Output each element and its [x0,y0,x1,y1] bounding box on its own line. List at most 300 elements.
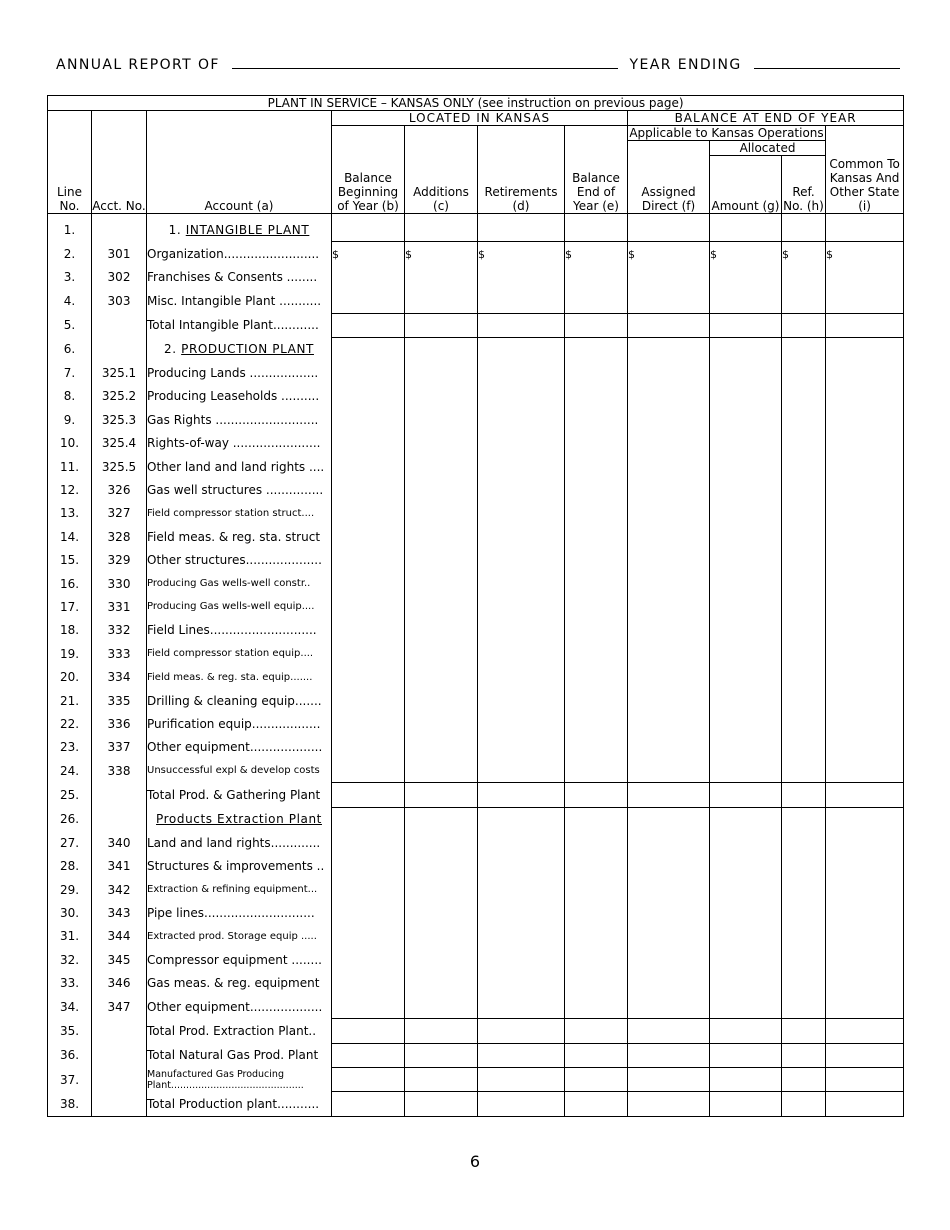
amount-cell[interactable] [782,783,826,807]
amount-cell[interactable] [405,289,478,313]
amount-cell[interactable] [478,972,565,995]
amount-cell[interactable] [478,1092,565,1116]
amount-cell[interactable] [478,712,565,735]
amount-cell[interactable] [478,1019,565,1043]
amount-cell[interactable] [405,455,478,478]
amount-cell[interactable] [628,385,710,408]
amount-cell[interactable] [710,385,782,408]
amount-cell[interactable] [565,689,628,712]
amount-cell[interactable] [332,995,405,1019]
amount-cell[interactable] [332,337,405,361]
amount-cell[interactable] [565,595,628,618]
amount-cell[interactable] [332,385,405,408]
amount-cell[interactable] [332,901,405,924]
amount-cell[interactable] [826,214,904,242]
amount-cell[interactable] [332,878,405,901]
amount-cell[interactable] [628,337,710,361]
amount-cell[interactable] [710,1068,782,1092]
amount-cell[interactable] [565,337,628,361]
amount-cell[interactable] [782,214,826,242]
amount-cell[interactable] [332,831,405,854]
amount-cell[interactable] [332,948,405,971]
amount-cell[interactable]: $ [710,242,782,266]
amount-cell[interactable] [782,972,826,995]
amount-cell[interactable] [332,455,405,478]
amount-cell[interactable] [405,525,478,548]
amount-cell[interactable] [710,1019,782,1043]
amount-cell[interactable] [565,855,628,878]
amount-cell[interactable] [405,1092,478,1116]
amount-cell[interactable] [332,619,405,642]
amount-cell[interactable] [478,408,565,431]
amount-cell[interactable] [710,995,782,1019]
amount-cell[interactable] [826,502,904,525]
amount-cell[interactable] [826,712,904,735]
amount-cell[interactable] [565,807,628,831]
amount-cell[interactable]: $ [826,242,904,266]
amount-cell[interactable] [565,548,628,571]
amount-cell[interactable] [565,948,628,971]
amount-cell[interactable] [826,1019,904,1043]
amount-cell[interactable] [405,502,478,525]
amount-cell[interactable] [565,502,628,525]
amount-cell[interactable] [332,408,405,431]
amount-cell[interactable] [405,595,478,618]
amount-cell[interactable] [826,1092,904,1116]
amount-cell[interactable]: $ [782,242,826,266]
amount-cell[interactable] [405,572,478,595]
amount-cell[interactable] [628,214,710,242]
amount-cell[interactable] [628,478,710,501]
amount-cell[interactable] [332,925,405,948]
amount-cell[interactable] [782,455,826,478]
amount-cell[interactable] [332,266,405,289]
amount-cell[interactable] [826,878,904,901]
amount-cell[interactable] [710,759,782,783]
amount-cell[interactable] [628,1068,710,1092]
amount-cell[interactable] [405,337,478,361]
amount-cell[interactable] [782,925,826,948]
amount-cell[interactable] [332,289,405,313]
amount-cell[interactable] [826,619,904,642]
amount-cell[interactable] [782,878,826,901]
amount-cell[interactable] [565,408,628,431]
amount-cell[interactable] [332,642,405,665]
amount-cell[interactable] [782,385,826,408]
amount-cell[interactable] [332,972,405,995]
amount-cell[interactable] [710,689,782,712]
amount-cell[interactable] [710,619,782,642]
amount-cell[interactable] [710,878,782,901]
amount-cell[interactable] [565,619,628,642]
amount-cell[interactable] [826,595,904,618]
amount-cell[interactable] [628,642,710,665]
amount-cell[interactable] [710,455,782,478]
amount-cell[interactable] [628,783,710,807]
company-name-field[interactable] [232,56,618,69]
amount-cell[interactable] [405,901,478,924]
amount-cell[interactable] [332,1068,405,1092]
amount-cell[interactable] [782,289,826,313]
amount-cell[interactable] [565,736,628,759]
amount-cell[interactable] [332,548,405,571]
amount-cell[interactable] [565,478,628,501]
amount-cell[interactable] [565,361,628,384]
amount-cell[interactable] [405,807,478,831]
amount-cell[interactable] [628,313,710,337]
amount-cell[interactable] [826,408,904,431]
amount-cell[interactable] [782,831,826,854]
amount-cell[interactable] [332,361,405,384]
amount-cell[interactable] [628,1092,710,1116]
amount-cell[interactable] [565,972,628,995]
amount-cell[interactable] [710,361,782,384]
amount-cell[interactable] [405,313,478,337]
amount-cell[interactable] [478,313,565,337]
amount-cell[interactable] [332,665,405,688]
amount-cell[interactable] [628,548,710,571]
amount-cell[interactable] [478,572,565,595]
amount-cell[interactable] [565,783,628,807]
amount-cell[interactable] [826,855,904,878]
amount-cell[interactable] [628,525,710,548]
amount-cell[interactable] [478,642,565,665]
amount-cell[interactable] [826,831,904,854]
amount-cell[interactable] [710,925,782,948]
amount-cell[interactable] [565,266,628,289]
amount-cell[interactable] [710,948,782,971]
amount-cell[interactable] [628,266,710,289]
amount-cell[interactable] [826,525,904,548]
amount-cell[interactable] [332,1092,405,1116]
amount-cell[interactable] [782,266,826,289]
amount-cell[interactable] [782,665,826,688]
amount-cell[interactable] [628,361,710,384]
amount-cell[interactable] [565,831,628,854]
amount-cell[interactable] [565,759,628,783]
amount-cell[interactable] [332,572,405,595]
amount-cell[interactable] [628,736,710,759]
amount-cell[interactable] [478,385,565,408]
amount-cell[interactable] [628,759,710,783]
amount-cell[interactable] [782,502,826,525]
amount-cell[interactable] [405,831,478,854]
amount-cell[interactable] [782,337,826,361]
amount-cell[interactable] [405,689,478,712]
amount-cell[interactable]: $ [628,242,710,266]
amount-cell[interactable] [405,478,478,501]
amount-cell[interactable] [405,385,478,408]
amount-cell[interactable] [782,1092,826,1116]
amount-cell[interactable] [782,736,826,759]
amount-cell[interactable] [405,995,478,1019]
amount-cell[interactable] [478,855,565,878]
amount-cell[interactable] [405,214,478,242]
amount-cell[interactable] [405,1019,478,1043]
amount-cell[interactable] [405,1068,478,1092]
amount-cell[interactable] [826,807,904,831]
amount-cell[interactable] [628,432,710,455]
amount-cell[interactable] [710,337,782,361]
amount-cell[interactable] [478,455,565,478]
amount-cell[interactable] [710,901,782,924]
amount-cell[interactable] [565,642,628,665]
amount-cell[interactable] [826,901,904,924]
amount-cell[interactable] [565,289,628,313]
amount-cell[interactable] [826,759,904,783]
amount-cell[interactable]: $ [332,242,405,266]
amount-cell[interactable] [826,572,904,595]
amount-cell[interactable]: $ [405,242,478,266]
amount-cell[interactable] [826,385,904,408]
amount-cell[interactable] [405,1043,478,1067]
amount-cell[interactable] [478,783,565,807]
amount-cell[interactable] [478,502,565,525]
amount-cell[interactable] [565,1043,628,1067]
amount-cell[interactable] [332,736,405,759]
amount-cell[interactable] [478,619,565,642]
amount-cell[interactable] [478,548,565,571]
amount-cell[interactable] [782,525,826,548]
amount-cell[interactable] [826,972,904,995]
amount-cell[interactable] [405,665,478,688]
amount-cell[interactable] [628,1043,710,1067]
amount-cell[interactable] [782,572,826,595]
amount-cell[interactable] [782,313,826,337]
amount-cell[interactable] [478,1068,565,1092]
amount-cell[interactable] [332,807,405,831]
amount-cell[interactable] [628,408,710,431]
amount-cell[interactable] [565,712,628,735]
amount-cell[interactable] [782,361,826,384]
amount-cell[interactable] [710,712,782,735]
amount-cell[interactable] [478,807,565,831]
amount-cell[interactable] [332,783,405,807]
amount-cell[interactable] [332,759,405,783]
amount-cell[interactable] [405,878,478,901]
amount-cell[interactable] [478,925,565,948]
amount-cell[interactable] [332,595,405,618]
amount-cell[interactable] [405,548,478,571]
amount-cell[interactable] [628,572,710,595]
amount-cell[interactable] [332,712,405,735]
amount-cell[interactable] [710,313,782,337]
amount-cell[interactable] [710,548,782,571]
amount-cell[interactable] [332,525,405,548]
amount-cell[interactable] [710,736,782,759]
amount-cell[interactable] [405,266,478,289]
amount-cell[interactable] [565,385,628,408]
amount-cell[interactable] [405,925,478,948]
amount-cell[interactable] [628,925,710,948]
amount-cell[interactable] [710,831,782,854]
amount-cell[interactable] [405,783,478,807]
amount-cell[interactable] [478,736,565,759]
amount-cell[interactable] [710,807,782,831]
amount-cell[interactable] [565,572,628,595]
amount-cell[interactable] [710,783,782,807]
amount-cell[interactable] [565,995,628,1019]
amount-cell[interactable] [782,1068,826,1092]
amount-cell[interactable] [478,595,565,618]
amount-cell[interactable] [710,408,782,431]
amount-cell[interactable] [478,948,565,971]
amount-cell[interactable] [565,901,628,924]
amount-cell[interactable] [565,214,628,242]
amount-cell[interactable] [826,642,904,665]
amount-cell[interactable] [782,855,826,878]
amount-cell[interactable] [710,665,782,688]
amount-cell[interactable] [628,995,710,1019]
amount-cell[interactable] [628,619,710,642]
amount-cell[interactable] [405,855,478,878]
amount-cell[interactable] [405,948,478,971]
amount-cell[interactable] [782,1019,826,1043]
amount-cell[interactable] [332,689,405,712]
amount-cell[interactable] [782,619,826,642]
amount-cell[interactable] [405,736,478,759]
amount-cell[interactable] [478,214,565,242]
amount-cell[interactable]: $ [565,242,628,266]
amount-cell[interactable] [405,432,478,455]
amount-cell[interactable] [826,1043,904,1067]
amount-cell[interactable] [826,313,904,337]
amount-cell[interactable] [478,478,565,501]
amount-cell[interactable] [565,1068,628,1092]
amount-cell[interactable] [478,901,565,924]
amount-cell[interactable] [332,502,405,525]
amount-cell[interactable] [782,408,826,431]
amount-cell[interactable] [710,478,782,501]
amount-cell[interactable] [565,878,628,901]
amount-cell[interactable] [710,214,782,242]
amount-cell[interactable] [782,995,826,1019]
amount-cell[interactable] [710,432,782,455]
amount-cell[interactable] [478,995,565,1019]
amount-cell[interactable] [478,361,565,384]
amount-cell[interactable] [710,266,782,289]
amount-cell[interactable] [628,878,710,901]
amount-cell[interactable] [628,665,710,688]
year-ending-field[interactable] [754,56,900,69]
amount-cell[interactable] [628,455,710,478]
amount-cell[interactable] [478,759,565,783]
amount-cell[interactable] [628,289,710,313]
amount-cell[interactable] [565,665,628,688]
amount-cell[interactable] [782,712,826,735]
amount-cell[interactable] [332,313,405,337]
amount-cell[interactable] [826,289,904,313]
amount-cell[interactable] [628,972,710,995]
amount-cell[interactable] [405,712,478,735]
amount-cell[interactable] [628,831,710,854]
amount-cell[interactable] [710,972,782,995]
amount-cell[interactable] [826,736,904,759]
amount-cell[interactable] [826,925,904,948]
amount-cell[interactable] [478,289,565,313]
amount-cell[interactable] [826,337,904,361]
amount-cell[interactable] [782,548,826,571]
amount-cell[interactable] [478,1043,565,1067]
amount-cell[interactable] [332,1043,405,1067]
amount-cell[interactable] [782,432,826,455]
amount-cell[interactable] [478,432,565,455]
amount-cell[interactable] [628,595,710,618]
amount-cell[interactable] [710,502,782,525]
amount-cell[interactable] [628,502,710,525]
amount-cell[interactable] [710,572,782,595]
amount-cell[interactable] [782,642,826,665]
amount-cell[interactable] [565,313,628,337]
amount-cell[interactable] [826,1068,904,1092]
amount-cell[interactable] [565,432,628,455]
amount-cell[interactable] [478,266,565,289]
amount-cell[interactable] [826,665,904,688]
amount-cell[interactable] [826,948,904,971]
amount-cell[interactable] [405,642,478,665]
amount-cell[interactable] [628,855,710,878]
amount-cell[interactable] [478,525,565,548]
amount-cell[interactable] [782,1043,826,1067]
amount-cell[interactable] [710,1043,782,1067]
amount-cell[interactable] [826,432,904,455]
amount-cell[interactable] [710,595,782,618]
amount-cell[interactable] [710,525,782,548]
amount-cell[interactable] [478,878,565,901]
amount-cell[interactable] [826,548,904,571]
amount-cell[interactable] [565,525,628,548]
amount-cell[interactable] [628,948,710,971]
amount-cell[interactable] [628,712,710,735]
amount-cell[interactable] [628,689,710,712]
amount-cell[interactable] [332,214,405,242]
amount-cell[interactable] [628,901,710,924]
amount-cell[interactable] [332,432,405,455]
amount-cell[interactable] [782,595,826,618]
amount-cell[interactable] [782,689,826,712]
amount-cell[interactable] [826,266,904,289]
amount-cell[interactable] [332,478,405,501]
amount-cell[interactable] [782,901,826,924]
amount-cell[interactable] [478,689,565,712]
amount-cell[interactable] [782,948,826,971]
amount-cell[interactable] [565,925,628,948]
amount-cell[interactable] [782,807,826,831]
amount-cell[interactable] [826,455,904,478]
amount-cell[interactable] [405,619,478,642]
amount-cell[interactable] [565,1092,628,1116]
amount-cell[interactable] [405,361,478,384]
amount-cell[interactable] [826,689,904,712]
amount-cell[interactable] [782,478,826,501]
amount-cell[interactable] [478,337,565,361]
amount-cell[interactable] [710,642,782,665]
amount-cell[interactable] [332,855,405,878]
amount-cell[interactable] [405,408,478,431]
amount-cell[interactable] [565,1019,628,1043]
amount-cell[interactable]: $ [478,242,565,266]
amount-cell[interactable] [628,807,710,831]
amount-cell[interactable] [826,361,904,384]
amount-cell[interactable] [332,1019,405,1043]
amount-cell[interactable] [628,1019,710,1043]
amount-cell[interactable] [782,759,826,783]
amount-cell[interactable] [478,665,565,688]
amount-cell[interactable] [405,759,478,783]
amount-cell[interactable] [565,455,628,478]
amount-cell[interactable] [405,972,478,995]
amount-cell[interactable] [710,855,782,878]
